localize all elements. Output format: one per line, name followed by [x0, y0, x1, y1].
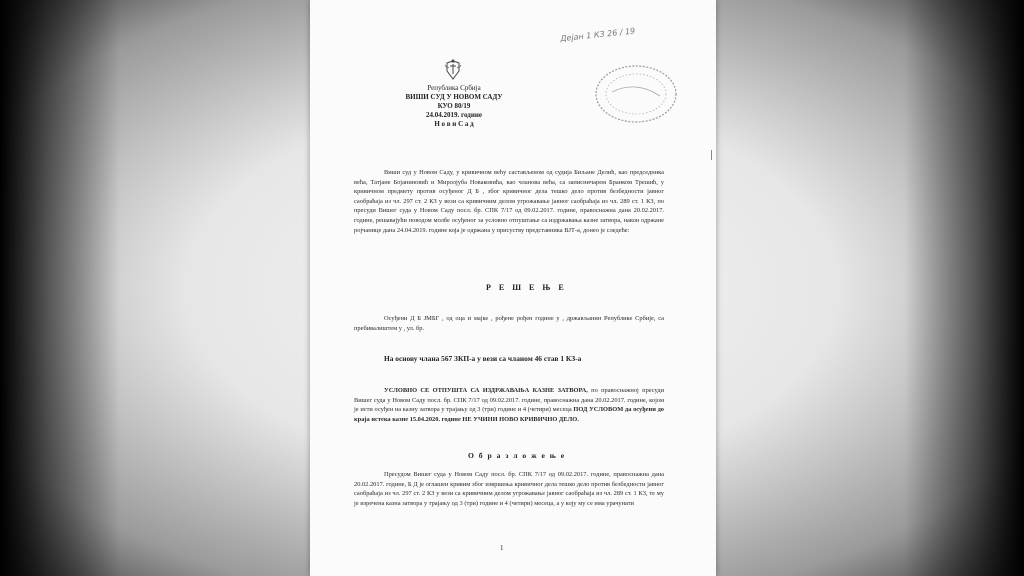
ruling-lead: УСЛОВНО СЕ ОТПУШТА СА ИЗДРЖАВАЊА КАЗНЕ ЗАТВОРА, [384, 387, 588, 394]
convict-details: Осуђени Д Б ЈМБГ , од оца и мајке , рођене рођен године у , држављанин Републике Србије, са пребивалиштем у , ул. бр. [354, 315, 664, 332]
margin-mark [711, 150, 712, 160]
legal-basis: На основу члана 567 ЗКП-а у вези са чланом 46 став 1 КЗ-а [384, 354, 582, 363]
document-page [310, 0, 716, 576]
resenje-title: Р Е Ш Е Њ Е [486, 283, 567, 292]
header-city: Н о в и С а д [434, 120, 474, 128]
coat-of-arms-icon [444, 58, 462, 80]
intro-paragraph: Виши суд у Новом Саду, у кривичном већу састављеном од судија Биљане Делић, као председника већа, Татјане Бојаниновић и Миролјуба Новаковића, као чланова већа, са записничарем Бранком Трешић, у кривичном предмету против осуђеног Д Б , због кривичног дела тешко дело против безбедности јавног саобраћаја из чл. 297 ст. 2 КЗ у вези са кривичним делом угрожавање јавног саобраћаја из чл. 289 ст. 1 КЗ, по пресуди Вишег суда у Новом Саду посл. бр. СПК 7/17 од 09.02.2017. године, правоснажна дана 20.02.2017. године, решавајући поводом молбе осуђеног за условно отпуштање са издржавања казне затвора, након одржане ројчанице дана 24.04.2019. године која је одржана у присуству представника ВЈТ-а, донео је следеће: [354, 169, 664, 234]
obrazlozenje-title: О б р а з л о ж е њ е [468, 451, 566, 460]
ruling-body: по правоснажној пресуди Вишег суда у Новом Саду посл. бр. СПК 7/17 од 09.02.2017. године, правоснажна дана 20.02.2017. године, којом је исти осуђен на казну затвора у трајању од 3 (три) године и 4 (четири) месеца [354, 387, 664, 414]
court-name: ВИШИ СУД У НОВОМ САДУ [405, 93, 503, 101]
reasoning-paragraph: Пресудом Вишег суда у Новом Саду посл. бр. СПК 7/17 од 09.02.2017. године, правоснажна дана 20.02.2017. године, Б Д је оглашен кривим због извршења кривичног дела тешко дело против безбедности јавног саобраћаја из чл. 297 ст. 2 КЗ у вези са кривичним делом угрожавање јавног саобраћаја из чл. 289 ст. 1 КЗ, те му је изречена казна затвора у трајању од 3 (три) године и 4 (четири) месеца, а у коју му се има урачунати [354, 471, 664, 507]
page-number: 1 [500, 544, 504, 552]
right-vignette [904, 0, 1024, 576]
header-date: 24.04.2019. године [425, 111, 483, 119]
case-number: КУО 80/19 [437, 102, 471, 110]
handwritten-note: Дејан 1 КЗ 26 / 19 [559, 26, 636, 44]
court-header [354, 84, 554, 129]
stamp-icon [592, 62, 680, 126]
ruling-condition: ПОД УСЛОВОМ да осуђени до краја истека казне 15.04.2020. године НЕ УЧИНИ НОВО КРИВИЧНО ДЕЛО. [354, 406, 665, 423]
left-vignette [0, 0, 120, 576]
ruling-paragraph [354, 386, 664, 424]
country-name: Република Србија [427, 84, 481, 92]
